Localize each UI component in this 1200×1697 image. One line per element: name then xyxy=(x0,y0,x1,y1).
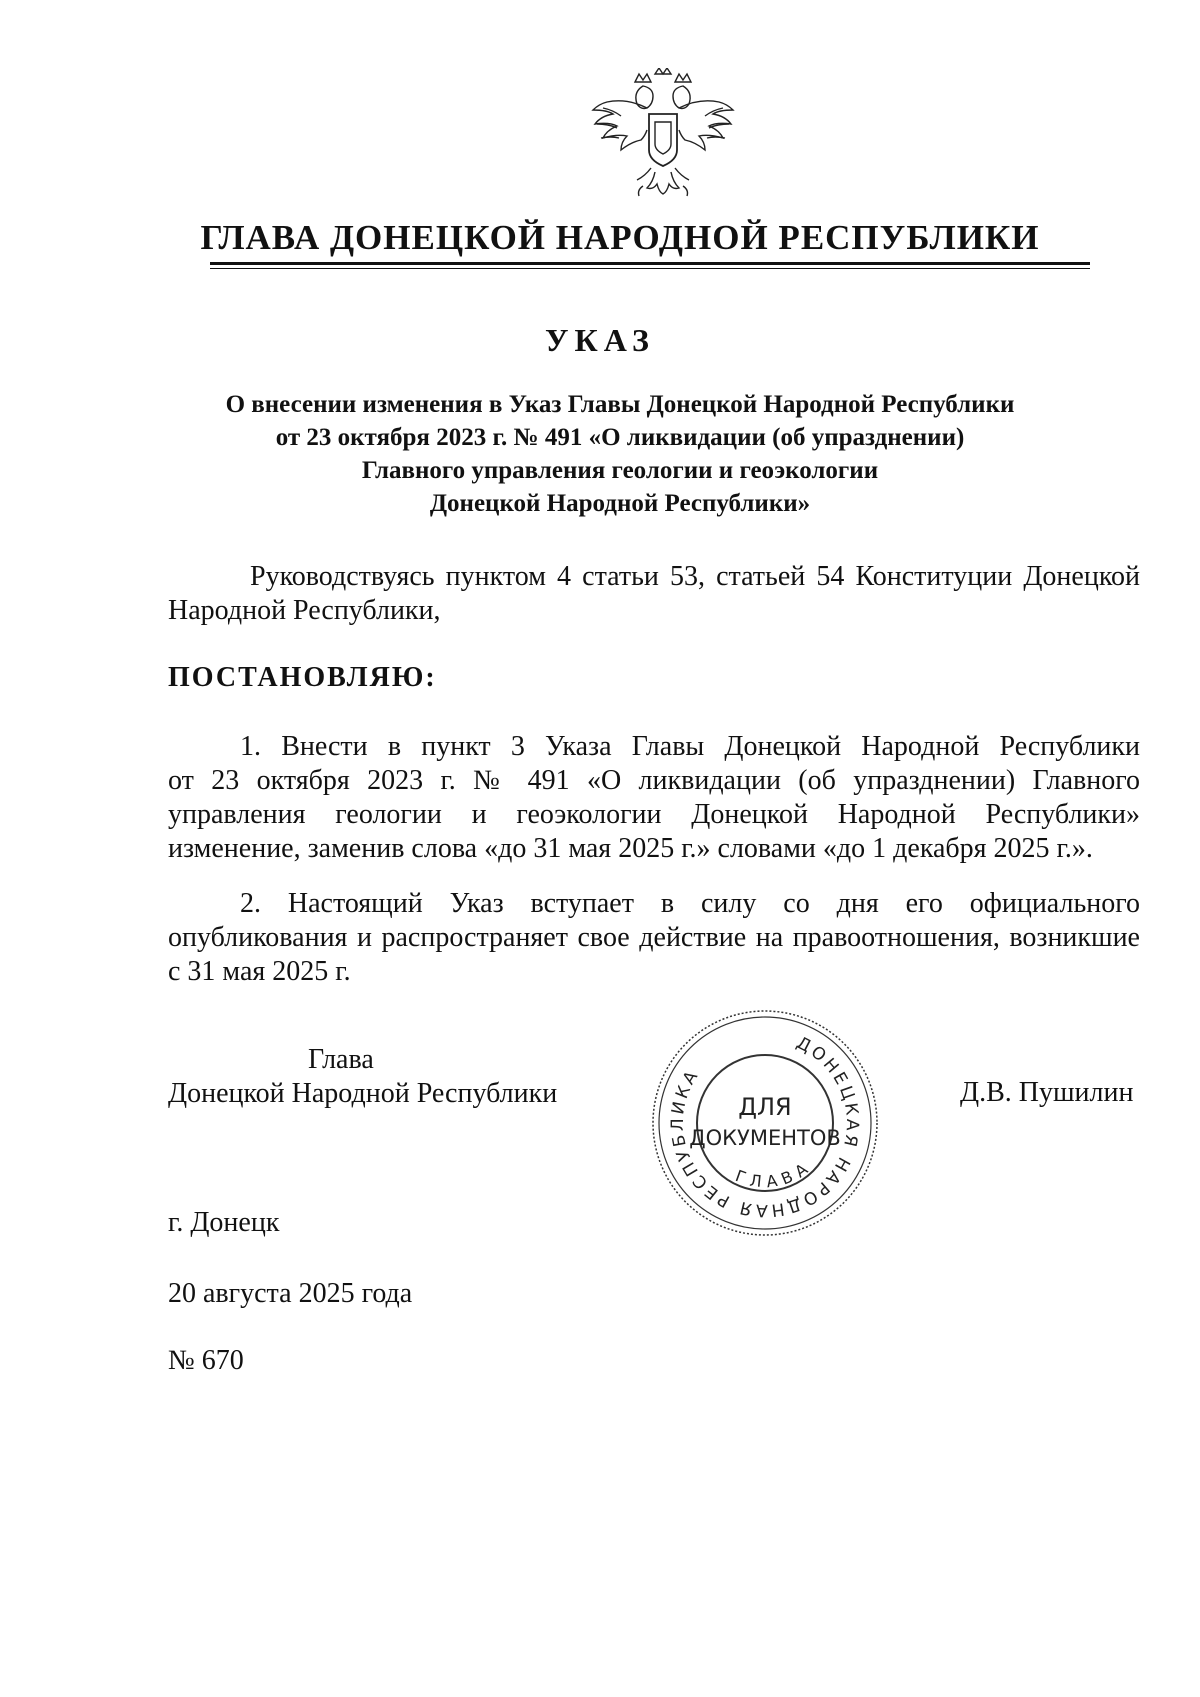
item-line: 1. Внести в пункт 3 Указа Главы Донецкой Народной Республики xyxy=(240,731,1140,762)
preamble-line: Руководствуясь пунктом 4 статьи 53, статьей 54 Конституции Донецкой xyxy=(250,561,1140,592)
subject-line: от 23 октября 2023 г. № 491 «О ликвидации (об упразднении) xyxy=(275,424,965,451)
preamble xyxy=(168,560,1140,628)
seal-outer-text: ДОНЕЦКАЯ НАРОДНАЯ РЕСПУБЛИКА xyxy=(667,1033,863,1221)
decree-item-2 xyxy=(168,887,1140,989)
official-seal xyxy=(645,1003,885,1243)
item-line: управления геологии и геоэкологии Донецкой Народной Республики» xyxy=(168,799,1140,830)
header-rule-thick xyxy=(210,262,1090,265)
preamble-line: Народной Республики, xyxy=(168,595,441,626)
decree-item-1 xyxy=(168,730,1140,866)
subject-line: Донецкой Народной Республики» xyxy=(429,490,811,517)
document-date: 20 августа 2025 года xyxy=(168,1278,413,1309)
seal-center-line1: ДЛЯ xyxy=(738,1093,792,1121)
document-number: № 670 xyxy=(168,1345,244,1376)
signatory-title-line2: Донецкой Народной Республики xyxy=(168,1078,558,1109)
org-title: ГЛАВА ДОНЕЦКОЙ НАРОДНОЙ РЕСПУБЛИКИ xyxy=(200,218,1040,257)
city: г. Донецк xyxy=(168,1207,280,1238)
item-line: от 23 октября 2023 г. № 491 «О ликвидации (об упразднении) Главного xyxy=(168,765,1140,796)
seal-center-line2: ДОКУМЕНТОВ xyxy=(689,1126,841,1150)
item-line: изменение, заменив слова «до 31 мая 2025 г.» словами «до 1 декабря 2025 г.». xyxy=(168,833,1093,864)
seal-bottom-text: ГЛАВА xyxy=(732,1156,816,1192)
emblem-icon xyxy=(573,68,753,208)
decree-verb: ПОСТАНОВЛЯЮ: xyxy=(168,662,437,693)
signatory-name: Д.В. Пушилин xyxy=(960,1077,1134,1108)
subject-line: О внесении изменения в Указ Главы Донецкой Народной Республики xyxy=(225,391,1015,418)
svg-text:ГЛАВА xyxy=(733,1156,816,1191)
subject-line: Главного управления геологии и геоэкологии xyxy=(361,457,879,484)
item-line: опубликования и распространяет свое действие на правоотношения, возникшие xyxy=(168,922,1140,953)
item-line: 2. Настоящий Указ вступает в силу со дня его официального xyxy=(240,888,1140,919)
document-subject xyxy=(170,388,1070,520)
header-rule-thin xyxy=(210,268,1090,269)
document-type: УКАЗ xyxy=(545,322,655,358)
item-line: с 31 мая 2025 г. xyxy=(168,956,351,987)
signatory-title-line1: Глава xyxy=(308,1044,374,1075)
signatory-title xyxy=(168,1043,557,1111)
